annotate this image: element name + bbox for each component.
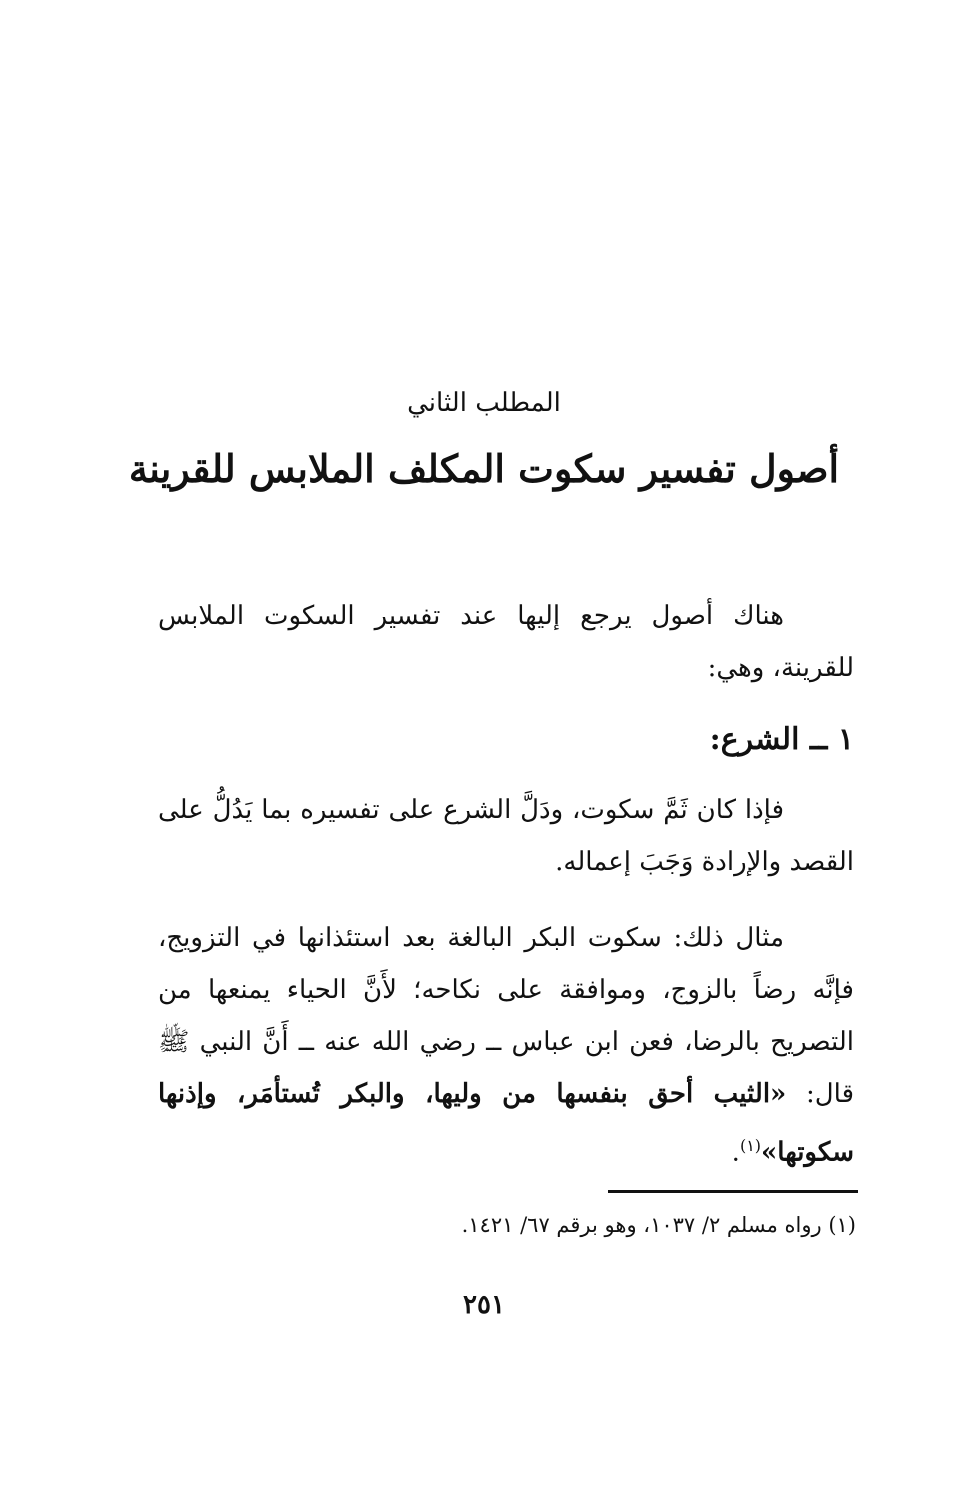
example-lead-text: مثال ذلك: سكوت البكر البالغة بعد استئذانها في التزويج، فإنَّه رضاً بالزوج، وموافقة على نكاحه؛ لأَنَّ الحياء يمنعها من التصريح بالرضا، فعن ابن عباس ــ رضي الله عنه ــ أَنَّ النبي ﷺ قال: [158,923,854,1109]
section-subtitle: المطلب الثاني [407,388,561,418]
intro-paragraph: هناك أصول يرجع إليها عند تفسير السكوت الملابس للقرينة، وهي: [158,601,854,683]
page-title: أصول تفسير سكوت المكلف الملابس للقرينة [128,446,840,491]
hadith-quote: «الثيب أحق بنفسها من وليها، والبكر تُستأمَر، وإذنها سكوتها» [158,1079,854,1168]
page-number: ٢٥١ [463,1290,505,1320]
footnote-marker: (١) [828,1213,856,1237]
example-paragraph [158,912,854,1179]
footnote-text: رواه مسلم ٢/ ١٠٣٧، وهو برقم ٦٧/ ١٤٢١. [461,1213,822,1237]
section-heading: ١ ــ الشرع: [709,722,854,757]
section-paragraph: فإذا كان ثَمَّ سكوت، ودَلَّ الشرع على تفسيره بما يَدُلُّ على القصد والإرادة وَجَبَ إعماله. [158,795,854,877]
footnote [462,1208,856,1242]
footnote-reference[interactable]: (١) [739,1136,762,1155]
footnote-divider [608,1190,858,1193]
example-end-text: . [731,1137,740,1168]
